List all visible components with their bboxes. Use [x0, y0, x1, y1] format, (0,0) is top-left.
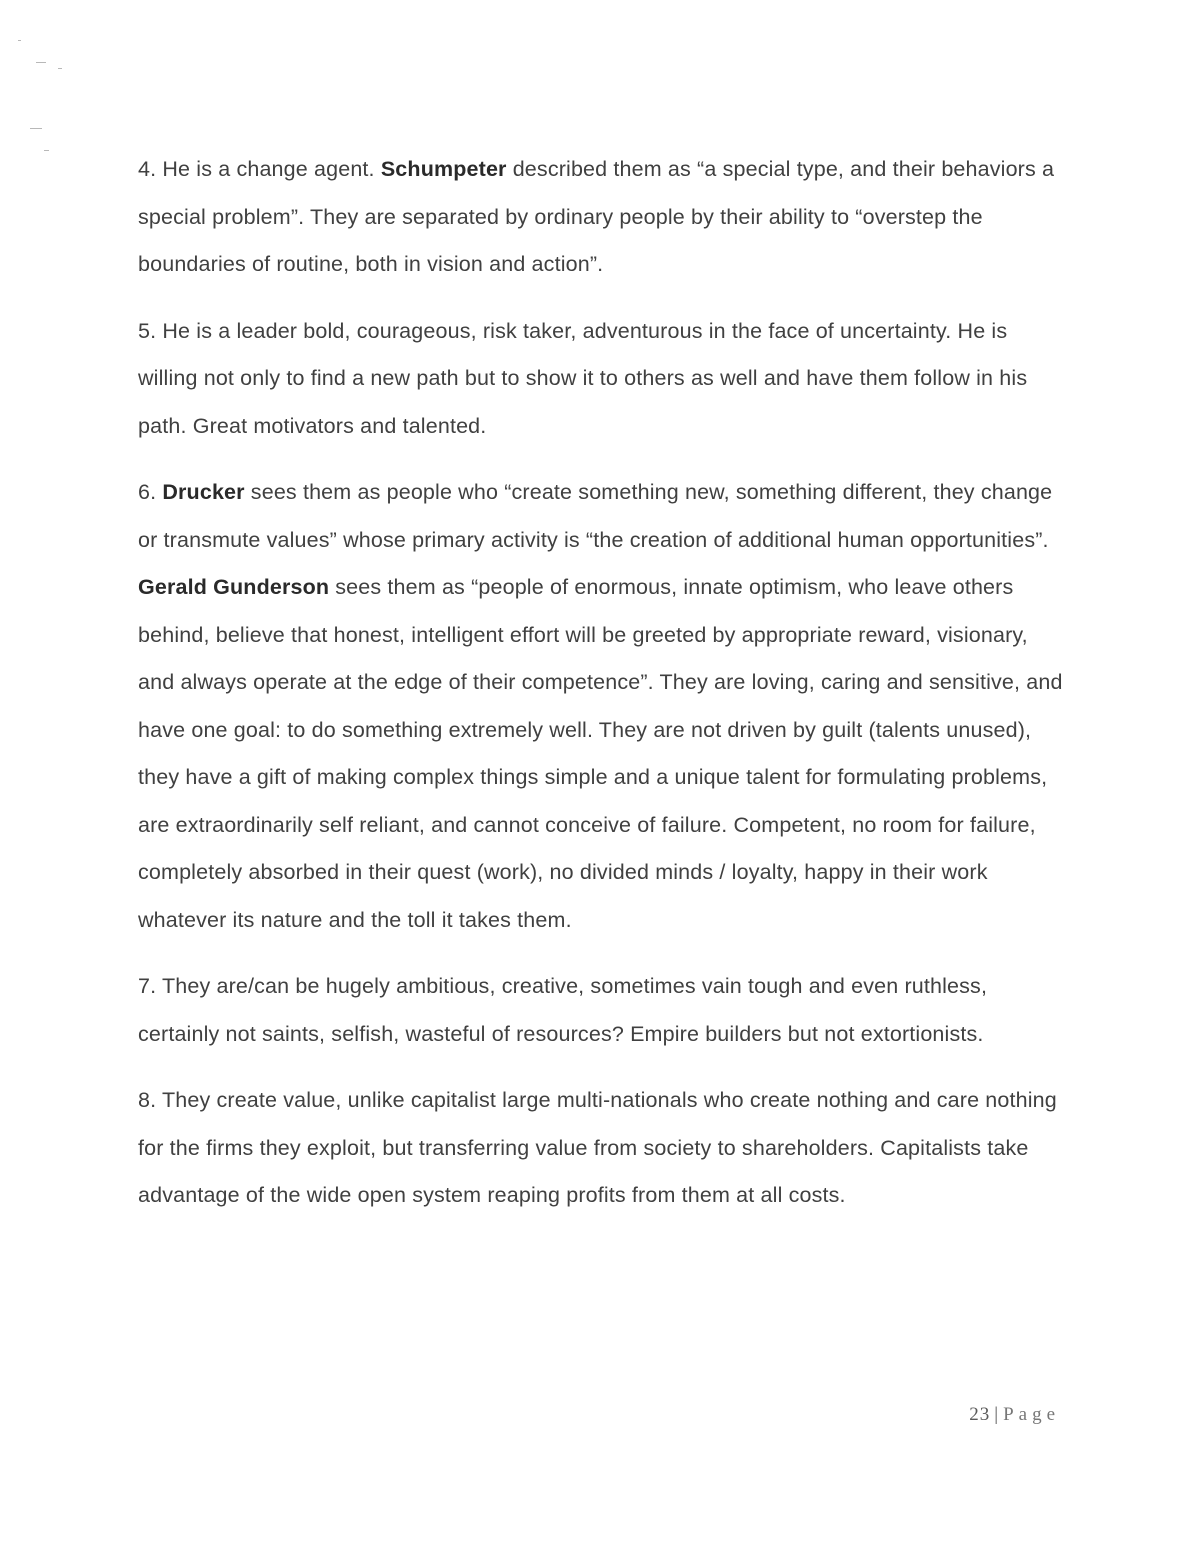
page-footer	[920, 1404, 1060, 1426]
footer-separator: |	[994, 1404, 1000, 1425]
paragraph-text: He is a change agent.	[156, 157, 381, 181]
paragraph-text: described them as “a special type, and their behaviors a special problem”. They are separated by ordinary people by their ability to “overstep the boundaries of routine, both in vision and action”.	[138, 157, 1055, 276]
bold-name: Schumpeter	[380, 157, 507, 181]
paragraph-4	[138, 146, 1063, 289]
paragraph-number: 8.	[138, 1088, 157, 1112]
paragraph-number: 6.	[138, 480, 157, 504]
scan-speck	[18, 40, 21, 41]
paragraph-number: 5.	[138, 318, 157, 343]
scan-speck	[36, 62, 46, 63]
scan-speck	[30, 128, 42, 129]
paragraph-6	[138, 469, 1063, 944]
paragraph-number: 7.	[138, 974, 157, 998]
page-number: 23	[969, 1404, 991, 1425]
bold-name: Drucker	[162, 480, 245, 504]
bold-name: Gerald Gunderson	[138, 575, 330, 599]
document-body	[138, 146, 1063, 1239]
paragraph-text: They are/can be hugely ambitious, creative, sometimes vain tough and even ruthless, certainly not saints, selfish, wasteful of resources? Empire builders but not extortionists.	[138, 974, 988, 1046]
paragraph-8	[138, 1077, 1063, 1220]
paragraph-text: sees them as “people of enormous, innate optimism, who leave others behind, believe that honest, intelligent effort will be greeted by appropriate reward, visionary, and always operate at the edge of their competence”. They are loving, caring and sensitive, and have one goal: to do something extremely well. They are not driven by guilt (talents unused), they have a gift of making complex things simple and a unique talent for formulating problems, are extraordinarily self reliant, and cannot conceive of failure. Competent, no room for failure, completely absorbed in their quest (work), no divided minds / loyalty, happy in their work whatever its nature and the toll it takes them.	[138, 575, 1063, 932]
scan-speck	[44, 150, 49, 151]
paragraph-text: He is a leader bold, courageous, risk taker, adventurous in the face of uncertainty. He is willing not only to find a new path but to show it to others as well and have them follow in his path. Great motivators and talented.	[138, 318, 1028, 438]
paragraph-7	[138, 963, 1063, 1058]
paragraph-5	[138, 308, 1063, 451]
page-label: Page	[1003, 1404, 1060, 1425]
paragraph-number: 4.	[138, 157, 157, 181]
paragraph-text: They create value, unlike capitalist large multi-nationals who create nothing and care nothing for the firms they exploit, but transferring value from society to shareholders. Capitalists take advantage of the wide open system reaping profits from them at all costs.	[138, 1088, 1057, 1207]
scan-speck	[58, 68, 62, 69]
paragraph-text: sees them as people who “create something new, something different, they change or transmute values” whose primary activity is “the creation of additional human opportunities”.	[138, 480, 1053, 552]
